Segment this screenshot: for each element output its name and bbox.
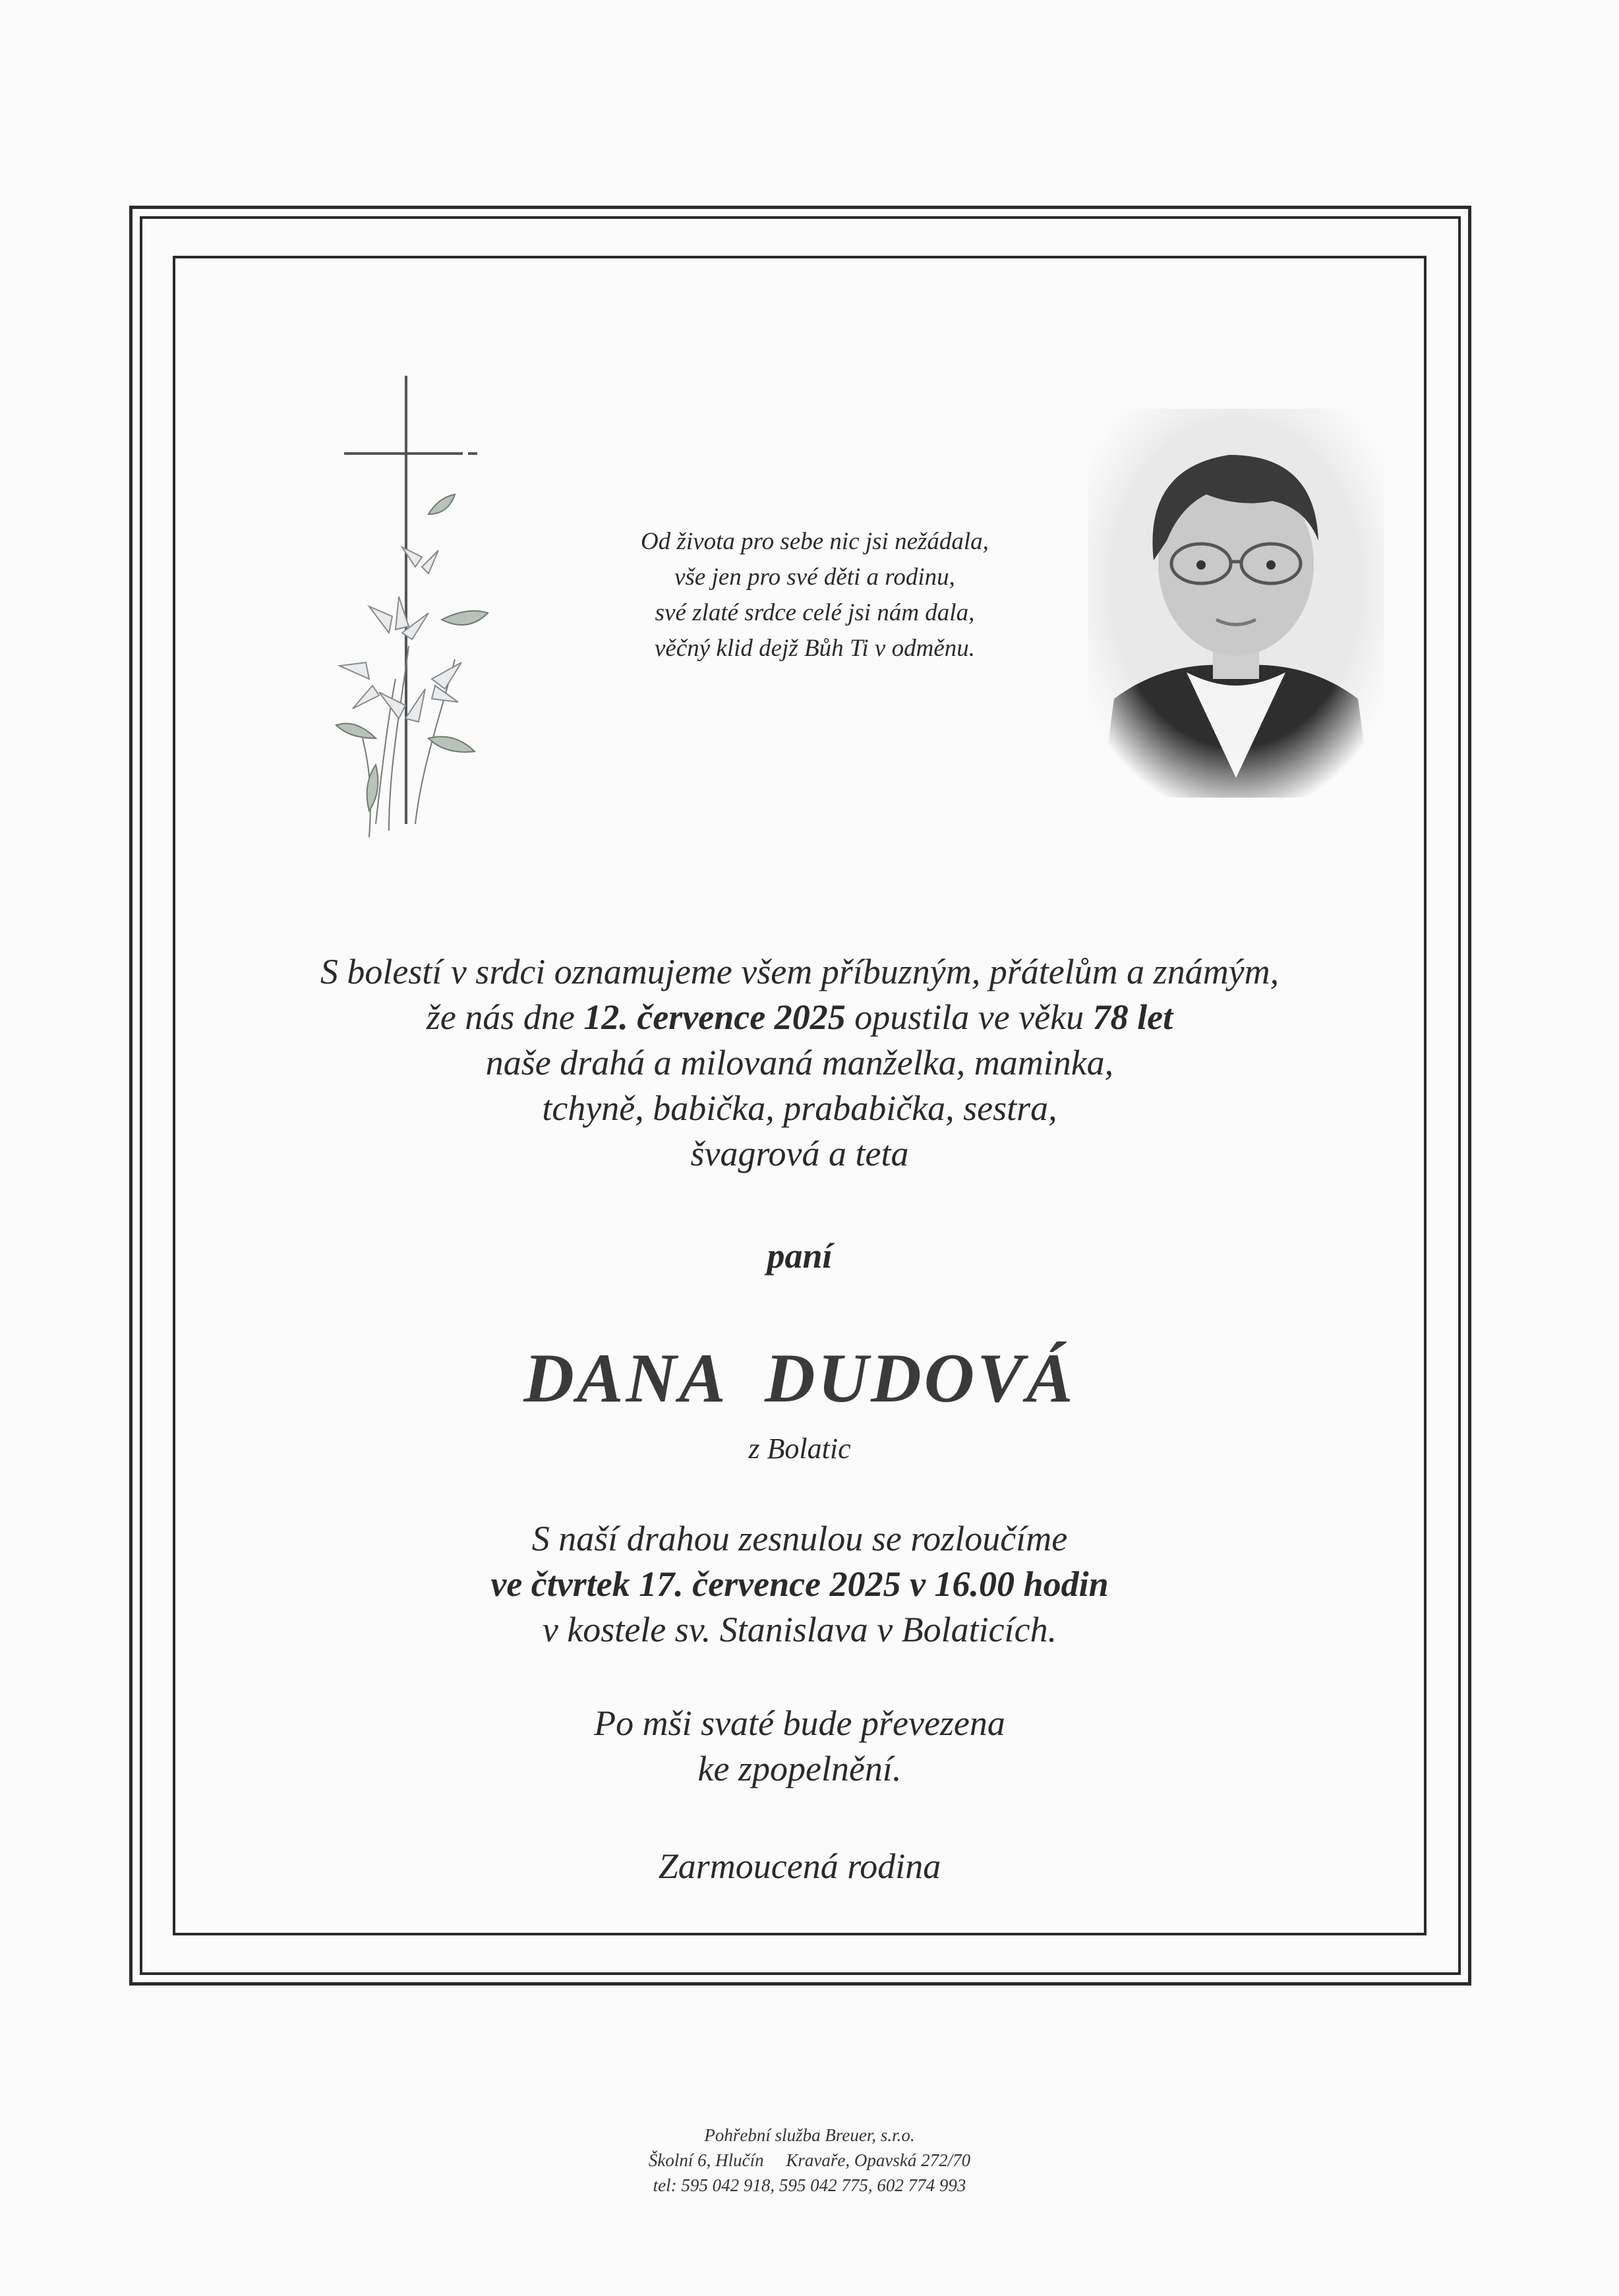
age: 78 let — [1092, 997, 1173, 1037]
salutation: paní — [767, 1236, 833, 1276]
announcement — [173, 949, 1427, 1177]
announcement-line: naše drahá a milovaná manželka, maminka, — [485, 1043, 1114, 1082]
announcement-text: že nás dne — [426, 997, 584, 1037]
verse-line: své zlaté srdce celé jsi nám dala, — [655, 599, 975, 626]
cremation-info — [173, 1701, 1427, 1792]
memorial-verse — [551, 524, 1078, 666]
death-date: 12. července 2025 — [583, 997, 846, 1037]
announcement-line — [173, 995, 1427, 1040]
cremation-line: Po mši svaté bude převezena — [594, 1703, 1005, 1743]
announcement-line: švagrová a teta — [690, 1134, 909, 1173]
deceased-name: DANA DUDOVÁ — [523, 1339, 1076, 1417]
footer-phone: tel: 595 042 918, 595 042 775, 602 774 993 — [653, 2175, 966, 2195]
farewell-line: S naší drahou zesnulou se rozloučíme — [531, 1519, 1068, 1558]
footer-company: Pohřební služba Breuer, s.r.o. — [704, 2125, 915, 2145]
farewell-place: v kostele sv. Stanislava v Bolaticích. — [542, 1610, 1057, 1649]
footer-address: Školní 6, Hlučín Kravaře, Opavská 272/70 — [648, 2150, 971, 2170]
origin: z Bolatic — [748, 1432, 851, 1465]
announcement-line: S bolestí v srdci oznamujeme všem příbuzným, přátelům a známým, — [320, 952, 1280, 991]
announcement-line: tchyně, babička, prababička, sestra, — [542, 1088, 1057, 1128]
signature: Zarmoucená rodina — [658, 1846, 941, 1886]
cremation-line: ke zpopelnění. — [697, 1749, 902, 1788]
funeral-service-footer — [150, 2123, 1469, 2198]
announcement-text: opustila ve věku — [845, 997, 1093, 1037]
cross-with-flowers-icon — [290, 369, 514, 844]
farewell-info — [173, 1516, 1427, 1653]
verse-line: Od života pro sebe nic jsi nežádala, — [641, 528, 989, 555]
verse-line: věčný klid dejž Bůh Ti v odměnu. — [654, 635, 975, 662]
farewell-datetime: ve čtvrtek 17. července 2025 v 16.00 hodin — [490, 1564, 1109, 1604]
verse-line: vše jen pro své děti a rodinu, — [674, 564, 955, 591]
portrait-photo — [1088, 409, 1384, 798]
